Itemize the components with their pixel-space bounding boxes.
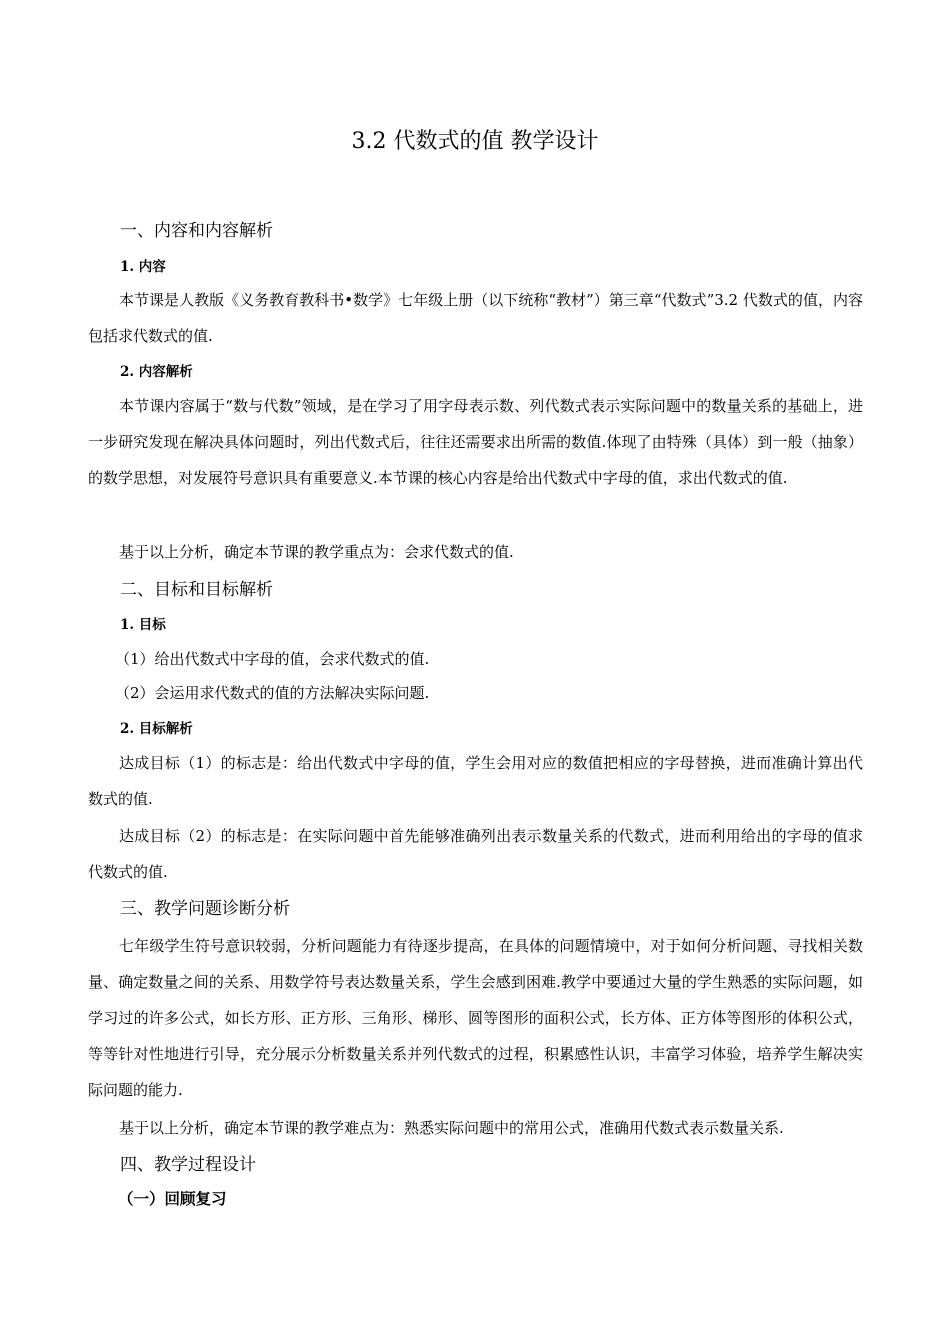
- goal-item-1: （1）给出代数式中字母的值，会求代数式的值.: [115, 650, 430, 668]
- goal-item-2: （2）会运用求代数式的值的方法解决实际问题.: [115, 684, 430, 702]
- subsection-heading-goals: 1. 目标: [120, 617, 166, 633]
- paragraph-goal-analysis-2: 达成目标（2）的标志是：在实际问题中首先能够准确列出表示数量关系的代数式，进而利用给出的字母的值求代数式的值.: [88, 827, 863, 881]
- section-heading-diagnosis: 三、教学问题诊断分析: [120, 899, 290, 919]
- paragraph-content-analysis: 本节课内容属于“数与代数”领域，是在学习了用字母表示数、列代数式表示实际问题中的数量关系的基础上，进一步研究发现在解决具体问题时，列出代数式后，往往还需要求出所需的数值.体现了由特殊（具体）到一般（抽象）的数学思想，对发展符号意识具有重要意义.本节课的核心内容是给出代数式中字母的值，求出代数式的值.: [88, 397, 863, 487]
- document-title: 3.2 代数式的值 教学设计: [351, 129, 599, 154]
- paragraph-goal-analysis-1: 达成目标（1）的标志是：给出代数式中字母的值，学生会用对应的数值把相应的字母替换，进而准确计算出代数式的值.: [88, 754, 863, 808]
- section-heading-content: 一、内容和内容解析: [120, 221, 273, 241]
- section-heading-goals: 二、目标和目标解析: [120, 580, 273, 600]
- paragraph-diagnosis: 七年级学生符号意识较弱，分析问题能力有待逐步提高，在具体的问题情境中，对于如何分析问题、寻找相关数量、确定数量之间的关系、用数学符号表达数量关系，学生会感到困难.教学中要通过大量的学生熟悉的实际问题，如学习过的许多公式，如长方形、正方形、三角形、梯形、圆等图形的面积公式，长方体、正方体等图形的体积公式，等等针对性地进行引导，充分展示分析数量关系并列代数式的过程，积累感性认识，丰富学习体验，培养学生解决实际问题的能力.: [88, 937, 863, 1099]
- subsection-heading-content: 1. 内容: [120, 259, 166, 275]
- section-heading-process: 四、教学过程设计: [120, 1155, 256, 1175]
- subsection-heading-goal-analysis: 2. 目标解析: [120, 721, 193, 737]
- paragraph-difficulty: 基于以上分析，确定本节课的教学难点为：熟悉实际问题中的常用公式，准确用代数式表示数量关系.: [119, 1119, 784, 1137]
- paragraph-key-point: 基于以上分析，确定本节课的教学重点为：会求代数式的值.: [119, 543, 514, 561]
- subsection-heading-review: （一）回顾复习: [118, 1189, 227, 1208]
- paragraph-content: 本节课是人教版《义务教育教科书•数学》七年级上册（以下统称“教材”）第三章“代数式”3.2 代数式的值，内容包括求代数式的值.: [88, 291, 863, 345]
- subsection-heading-content-analysis: 2. 内容解析: [120, 364, 193, 380]
